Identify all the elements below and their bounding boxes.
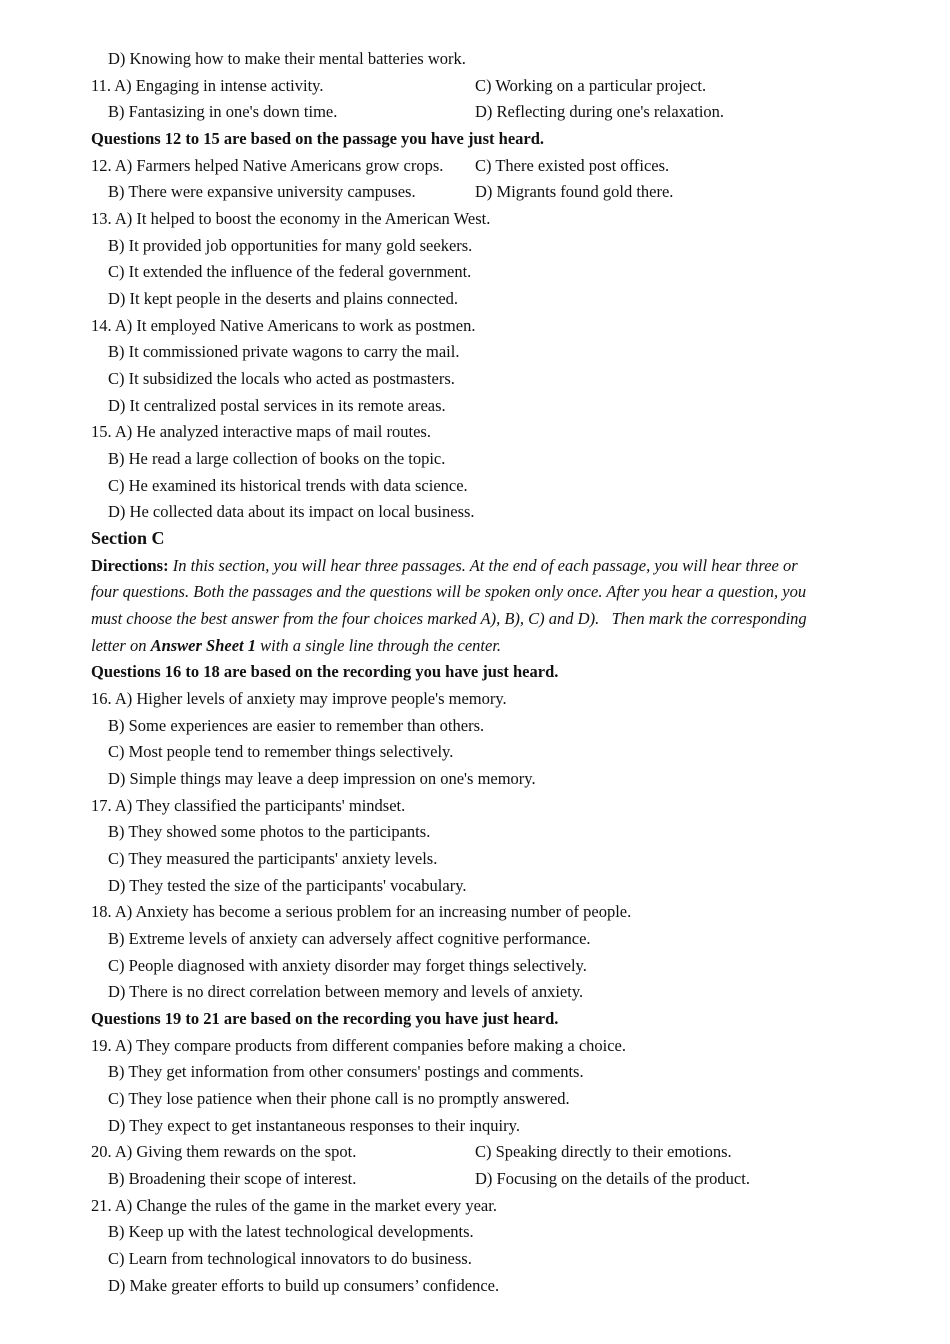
- answer-option: B) Some experiences are easier to remember than others.: [108, 716, 485, 735]
- answer-option: B) It provided job opportunities for many gold seekers.: [108, 236, 473, 255]
- answer-option: C) Learn from technological innovators to do business.: [108, 1249, 472, 1268]
- section-title: Section C: [91, 528, 165, 548]
- answer-sheet-ref: Answer Sheet 1: [150, 636, 257, 655]
- answer-option: D) They tested the size of the participants' vocabulary.: [108, 876, 467, 895]
- directions-label: Directions:: [91, 556, 169, 575]
- answer-option: 11. A) Engaging in intense activity.: [91, 76, 324, 95]
- directions-text-4b: with a single line through the center.: [256, 636, 502, 655]
- answer-option: D) Migrants found gold there.: [475, 182, 674, 201]
- answer-option: D) Reflecting during one's relaxation.: [475, 102, 725, 121]
- answer-option: 12. A) Farmers helped Native Americans grow crops.: [91, 156, 444, 175]
- answer-option: B) Keep up with the latest technological developments.: [108, 1222, 474, 1241]
- answer-option: 13. A) It helped to boost the economy in the American West.: [91, 209, 491, 228]
- answer-option: D) It centralized postal services in its remote areas.: [108, 396, 446, 415]
- answer-option: B) Extreme levels of anxiety can adversely affect cognitive performance.: [108, 929, 591, 948]
- answer-option: C) He examined its historical trends with data science.: [108, 476, 468, 495]
- answer-option: C) It subsidized the locals who acted as postmasters.: [108, 369, 455, 388]
- directions-line-1: [91, 556, 798, 576]
- answer-option: 21. A) Change the rules of the game in the market every year.: [91, 1196, 497, 1215]
- answer-option: D) They expect to get instantaneous responses to their inquiry.: [108, 1116, 520, 1135]
- answer-option: 18. A) Anxiety has become a serious problem for an increasing number of people.: [91, 902, 632, 921]
- answer-option: D) Simple things may leave a deep impression on one's memory.: [108, 769, 536, 788]
- directions-line-4: [91, 636, 501, 656]
- answer-option: 16. A) Higher levels of anxiety may improve people's memory.: [91, 689, 507, 708]
- directions-text-1: In this section, you will hear three passages. At the end of each passage, you will hear three or: [172, 556, 798, 575]
- answer-option: C) People diagnosed with anxiety disorder may forget things selectively.: [108, 956, 587, 975]
- answer-option: B) They showed some photos to the participants.: [108, 822, 431, 841]
- answer-option: C) They measured the participants' anxiety levels.: [108, 849, 438, 868]
- answer-option: C) They lose patience when their phone call is no promptly answered.: [108, 1089, 570, 1108]
- answer-option: C) Working on a particular project.: [475, 76, 707, 95]
- answer-option: 15. A) He analyzed interactive maps of mail routes.: [91, 422, 431, 441]
- directions-text-4a: letter on: [91, 636, 151, 655]
- answer-option: D) Make greater efforts to build up consumers’ confidence.: [108, 1276, 500, 1295]
- answer-option: B) Fantasizing in one's down time.: [108, 102, 338, 121]
- answer-option: C) Most people tend to remember things selectively.: [108, 742, 454, 761]
- answer-option: D) There is no direct correlation between memory and levels of anxiety.: [108, 982, 584, 1001]
- answer-option: D) He collected data about its impact on local business.: [108, 502, 475, 521]
- answer-option: C) Speaking directly to their emotions.: [475, 1142, 732, 1161]
- question-group-heading: Questions 19 to 21 are based on the recording you have just heard.: [91, 1009, 559, 1028]
- answer-option: B) They get information from other consumers' postings and comments.: [108, 1062, 584, 1081]
- answer-option: D) It kept people in the deserts and plains connected.: [108, 289, 459, 308]
- directions-line-3: must choose the best answer from the four choices marked A), B), C) and D). Then mark the corresponding: [91, 609, 807, 628]
- question-group-heading: Questions 16 to 18 are based on the recording you have just heard.: [91, 662, 559, 681]
- answer-option: D) Knowing how to make their mental batteries work.: [108, 49, 466, 68]
- answer-option: B) Broadening their scope of interest.: [108, 1169, 357, 1188]
- answer-option: 19. A) They compare products from different companies before making a choice.: [91, 1036, 626, 1055]
- question-group-heading: Questions 12 to 15 are based on the passage you have just heard.: [91, 129, 545, 148]
- answer-option: B) It commissioned private wagons to carry the mail.: [108, 342, 460, 361]
- answer-option: C) There existed post offices.: [475, 156, 670, 175]
- answer-option: 14. A) It employed Native Americans to work as postmen.: [91, 316, 476, 335]
- answer-option: B) He read a large collection of books on the topic.: [108, 449, 446, 468]
- directions-line-2: four questions. Both the passages and the questions will be spoken only once. After you hear a question, you: [91, 582, 807, 601]
- answer-option: 17. A) They classified the participants' mindset.: [91, 796, 406, 815]
- answer-option: B) There were expansive university campuses.: [108, 182, 416, 201]
- answer-option: D) Focusing on the details of the product.: [475, 1169, 750, 1188]
- answer-option: C) It extended the influence of the federal government.: [108, 262, 472, 281]
- answer-option: 20. A) Giving them rewards on the spot.: [91, 1142, 357, 1161]
